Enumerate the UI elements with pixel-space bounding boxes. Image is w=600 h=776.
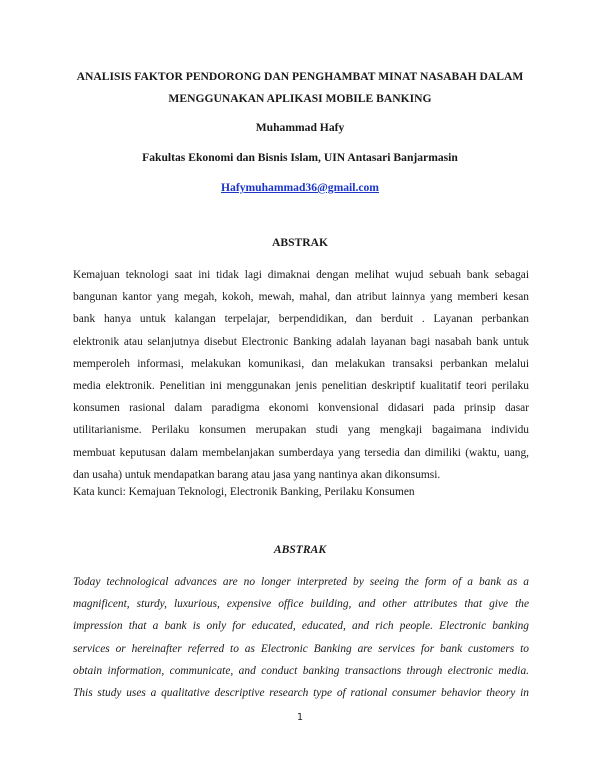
abstract-id-line: media elektronik. Penelitian ini menggunakan jenis penelitian deskriptif kualitatif teori perilaku	[73, 379, 529, 392]
abstract-id-line: konsumen rasional dalam paradigma ekonomi konvensional didasari pada prinsip dasar	[73, 402, 529, 415]
author-email-link[interactable]: Hafymuhammad36@gmail.com	[221, 181, 379, 194]
author-name: Muhammad Hafy	[255, 121, 345, 134]
abstract-id-line: bangunan kantor yang megah, kokoh, mewah, mahal, dan atribut lainnya yang memberi kesan	[73, 291, 529, 304]
abstract-id-line: bank hanya untuk kalangan terpelajar, berpendidikan, dan berduit . Layanan perbankan	[73, 313, 529, 326]
page-number: 1	[296, 712, 304, 723]
abstract-id-line: Kemajuan teknologi saat ini tidak lagi dimaknai dengan melihat wujud sebuah bank sebagai	[73, 269, 529, 281]
abstract-en-line: obtain information, communicate, and conduct banking transactions through electronic media.	[73, 664, 529, 677]
abstract-heading-indonesian: ABSTRAK	[271, 236, 329, 249]
author-email-line	[40, 180, 560, 196]
abstract-id-line: memperoleh informasi, melakukan komunikasi, dan melakukan transaksi perbankan melalui	[73, 357, 529, 370]
abstract-id-line: elektronik atau selanjutnya disebut Electronic Banking adalah layanan bagi nasabah bank untuk	[73, 335, 529, 348]
abstract-id-line: dan usaha) untuk mendapatkan barang atau jasa yang nantinya akan dikonsumsi.	[73, 468, 441, 481]
abstract-body-english	[73, 571, 529, 704]
abstract-id-line: membuat keputusan dalam membelanjakan sumberdaya yang tersedia dan dimiliki (waktu, uang,	[73, 446, 529, 459]
abstract-heading-english: ABSTRAK	[273, 543, 327, 556]
keywords: Kata kunci: Kemajuan Teknologi, Electronik Banking, Perilaku Konsumen	[73, 486, 415, 498]
abstract-en-line: impression that a bank is only for educated, educated, and rich people. Electronic banking	[73, 620, 529, 633]
abstract-body-indonesian	[73, 264, 529, 486]
paper-title	[40, 66, 560, 110]
abstract-en-line: services or hereinafter referred to as Electronic Banking are services for bank customers to	[73, 642, 529, 655]
abstract-id-line: utilitarianisme. Perilaku konsumen merupakan studi yang mengkaji bagaimana individu	[73, 424, 529, 437]
abstract-en-line: magnificent, sturdy, luxurious, expensive office building, and other attributes that give the	[73, 598, 529, 611]
title-line-1: ANALISIS FAKTOR PENDORONG DAN PENGHAMBAT MINAT NASABAH DALAM	[76, 70, 524, 83]
title-line-2: MENGGUNAKAN APLIKASI MOBILE BANKING	[168, 92, 432, 105]
abstract-en-line: Today technological advances are no longer interpreted by seeing the form of a bank as a	[73, 576, 529, 588]
author-affiliation: Fakultas Ekonomi dan Bisnis Islam, UIN Antasari Banjarmasin	[142, 151, 458, 164]
abstract-en-line: This study uses a qualitative descriptive research type of rational consumer behavior theory in	[73, 686, 529, 699]
